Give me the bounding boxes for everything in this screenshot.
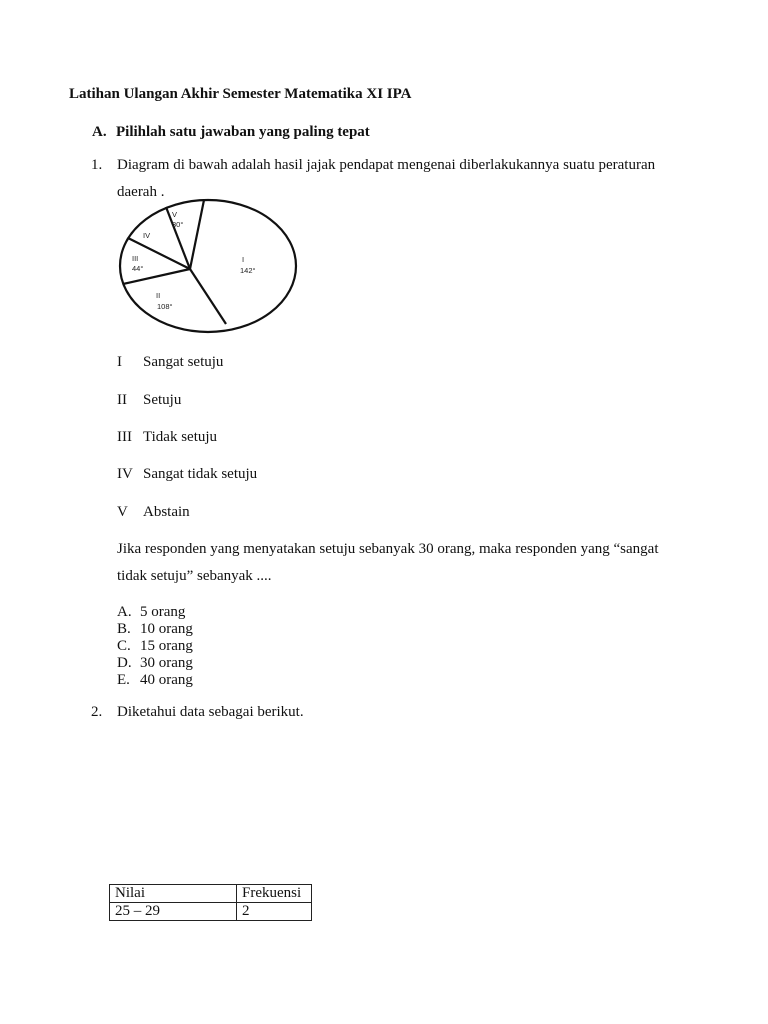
table-header-row [110, 885, 312, 903]
legend-item-iv [117, 466, 257, 483]
option-letter: A. [117, 604, 132, 620]
legend-text-iv: Sangat tidak setuju [143, 466, 258, 482]
question-1-line-1 [91, 157, 656, 174]
answer-option-e[interactable] [117, 672, 193, 689]
legend-text-v: Abstain [143, 504, 190, 520]
table-header-nilai: Nilai [110, 885, 237, 903]
option-letter: D. [117, 655, 132, 671]
legend-item-ii [117, 392, 181, 409]
table-header-frekuensi: Frekuensi [237, 885, 312, 903]
legend-item-v [117, 504, 190, 521]
section-heading-text: Pilihlah satu jawaban yang paling tepat [116, 124, 370, 140]
legend-text-ii: Setuju [143, 392, 182, 408]
legend-roman-i: I [117, 354, 122, 370]
legend-roman-iv: IV [117, 466, 133, 482]
answer-option-c[interactable] [117, 638, 193, 655]
option-text: 10 orang [140, 621, 193, 637]
slice-label-v: V [172, 210, 178, 219]
question-1-number: 1. [91, 157, 103, 173]
question-2-text: Diketahui data sebagai berikut. [117, 704, 304, 720]
slice-label-i: I [242, 255, 245, 264]
option-text: 5 orang [140, 604, 186, 620]
option-letter: E. [117, 672, 130, 688]
option-letter: C. [117, 638, 131, 654]
question-1-paragraph-line-2: tidak setuju” sebanyak .... [117, 568, 272, 584]
slice-label-iv: IV [143, 231, 151, 240]
slice-value-i: 142° [240, 266, 256, 275]
legend-item-iii [117, 429, 217, 446]
legend-text-iii: Tidak setuju [143, 429, 218, 445]
option-text: 15 orang [140, 638, 193, 654]
answer-option-b[interactable] [117, 621, 193, 638]
answer-option-a[interactable] [117, 604, 185, 621]
table-cell-nilai: 25 – 29 [110, 903, 237, 921]
option-text: 30 orang [140, 655, 193, 671]
slice-value-ii: 108° [157, 302, 173, 311]
slice-label-ii: II [156, 291, 161, 300]
table-row [110, 903, 312, 921]
document-title: Latihan Ulangan Akhir Semester Matematika XI IPA [69, 86, 412, 102]
slice-value-iii: 44° [132, 264, 144, 273]
legend-item-i [117, 354, 223, 371]
frequency-table [109, 884, 312, 921]
slice-label-iii: III [132, 254, 139, 263]
option-letter: B. [117, 621, 131, 637]
legend-roman-v: V [117, 504, 128, 520]
answer-option-d[interactable] [117, 655, 193, 672]
question-1-text: Diagram di bawah adalah hasil jajak pendapat mengenai diberlakukannya suatu peraturan [117, 157, 656, 173]
legend-text-i: Sangat setuju [143, 354, 224, 370]
question-1-paragraph-line-1: Jika responden yang menyatakan setuju sebanyak 30 orang, maka responden yang “sangat [117, 541, 659, 557]
question-2 [91, 704, 304, 721]
legend-roman-ii: II [117, 392, 127, 408]
question-1-line-2: daerah . [117, 184, 165, 200]
section-letter: A. [92, 124, 107, 140]
legend-roman-iii: III [117, 429, 132, 445]
slice-value-v: 30° [172, 220, 184, 229]
table-cell-frekuensi: 2 [237, 903, 312, 921]
question-2-number: 2. [91, 704, 103, 720]
section-heading [92, 124, 370, 141]
option-text: 40 orang [140, 672, 193, 688]
pie-outline [120, 200, 296, 332]
pie-chart [118, 198, 298, 334]
